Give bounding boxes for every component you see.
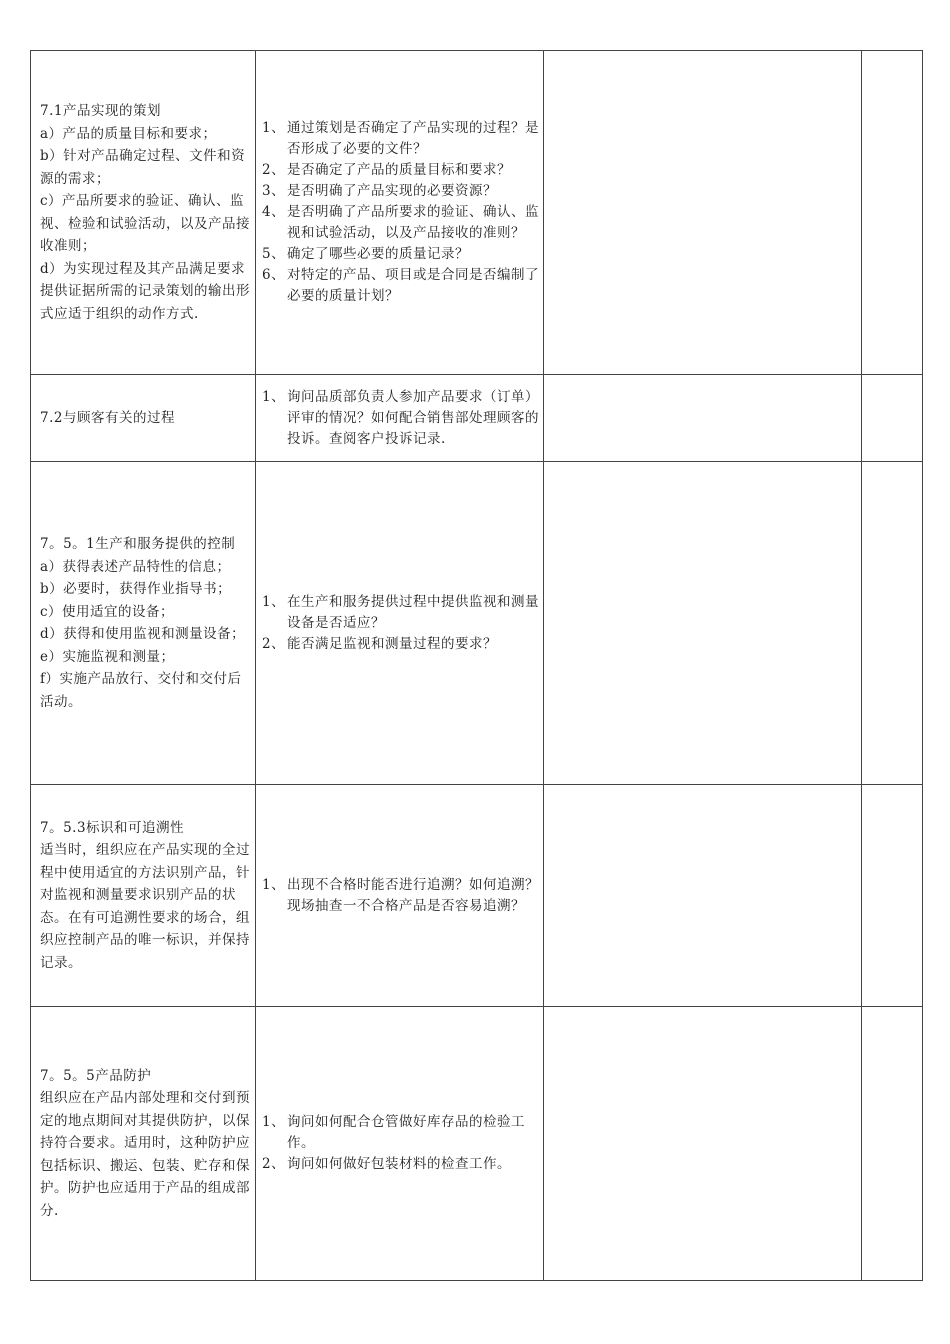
clause-text: d）为实现过程及其产品满足要求提供证据所需的记录策划的输出形式应适于组织的动作方式. bbox=[40, 260, 250, 322]
clause-cell bbox=[31, 462, 256, 785]
table-row bbox=[31, 785, 923, 1007]
clause-text: b）必要时，获得作业指导书； bbox=[40, 581, 232, 597]
question-item: 1、 通过策划是否确定了产品实现的过程？是否形成了必要的文件？ bbox=[262, 120, 539, 157]
clause-text: c）使用适宜的设备； bbox=[40, 603, 175, 620]
question-item: 1、 出现不合格时能否进行追溯？如何追溯？现场抽查一不合格产品是否容易追溯？ bbox=[262, 876, 539, 914]
clause-text: 适当时，组织应在产品实现的全过程中使用适宜的方法识别产品，针对监视和测量要求识别产品的状态。在有可追溯性要求的场合，组织应控制产品的唯一标识，并保持记录。 bbox=[40, 842, 250, 971]
question-item: 1、 询问如何配合仓管做好库存品的检验工作。 bbox=[262, 1114, 525, 1151]
clause-title: 7。5.3标识和可追溯性 bbox=[40, 819, 185, 836]
clause-text: a）获得表述产品特性的信息； bbox=[40, 558, 231, 575]
table-row bbox=[31, 51, 923, 375]
clause-title: 7。5。1生产和服务提供的控制 bbox=[40, 536, 236, 552]
question-cell bbox=[256, 51, 544, 375]
clause-text: d）获得和使用监视和测量设备； bbox=[40, 626, 246, 642]
table-row bbox=[31, 1007, 923, 1281]
question-item: 3、 是否明确了产品实现的必要资源？ bbox=[262, 183, 497, 199]
evidence-cell[interactable] bbox=[544, 51, 862, 375]
clause-text: c）产品所要求的验证、确认、监视、检验和试验活动，以及产品接收准则； bbox=[40, 193, 250, 254]
evidence-cell[interactable] bbox=[544, 375, 862, 462]
question-item: 5、 确定了哪些必要的质量记录？ bbox=[262, 246, 469, 262]
table-row bbox=[31, 375, 923, 462]
question-item: 1、 询问品质部负责人参加产品要求（订单）评审的情况？如何配合销售部处理顾客的投诉。查阅客户投诉记录. bbox=[262, 388, 539, 447]
result-cell[interactable] bbox=[862, 785, 923, 1007]
clause-cell bbox=[31, 1007, 256, 1281]
clause-text: b）针对产品确定过程、文件和资源的需求； bbox=[40, 148, 246, 187]
question-item: 2、 能否满足监视和测量过程的要求？ bbox=[262, 635, 497, 652]
result-cell[interactable] bbox=[862, 375, 923, 462]
result-cell[interactable] bbox=[862, 1007, 923, 1281]
table-row bbox=[31, 462, 923, 785]
clause-text: f）实施产品放行、交付和交付后活动。 bbox=[40, 671, 242, 710]
question-cell bbox=[256, 375, 544, 462]
evidence-cell[interactable] bbox=[544, 1007, 862, 1281]
result-cell[interactable] bbox=[862, 51, 923, 375]
result-cell[interactable] bbox=[862, 462, 923, 785]
clause-cell bbox=[31, 51, 256, 375]
clause-text: e）实施监视和测量； bbox=[40, 648, 175, 665]
clause-title: 7。5。5产品防护 bbox=[40, 1067, 152, 1084]
question-item: 6、 对特定的产品、项目或是合同是否编制了必要的质量计划？ bbox=[262, 267, 539, 304]
question-item: 4、 是否明确了产品所要求的验证、确认、监视和试验活动，以及产品接收的准则？ bbox=[262, 204, 539, 241]
question-cell bbox=[256, 1007, 544, 1281]
clause-title: 7.1产品实现的策划 bbox=[40, 103, 161, 119]
clause-title: 7.2与顾客有关的过程 bbox=[40, 409, 175, 426]
clause-cell bbox=[31, 375, 256, 462]
question-item: 2、 询问如何做好包装材料的检查工作。 bbox=[262, 1156, 511, 1172]
question-cell bbox=[256, 785, 544, 1007]
question-item: 2、 是否确定了产品的质量目标和要求？ bbox=[262, 162, 511, 178]
clause-text: 组织应在产品内部处理和交付到预定的地点期间对其提供防护，以保持符合要求。适用时，这种防护应包括标识、搬运、包装、贮存和保护。防护也应适用于产品的组成部分. bbox=[40, 1090, 250, 1219]
question-cell bbox=[256, 462, 544, 785]
clause-cell bbox=[31, 785, 256, 1007]
evidence-cell[interactable] bbox=[544, 462, 862, 785]
question-item: 1、 在生产和服务提供过程中提供监视和测量设备是否适应？ bbox=[262, 593, 539, 631]
clause-text: a）产品的质量目标和要求； bbox=[40, 125, 217, 142]
audit-checklist-table bbox=[30, 50, 923, 1281]
evidence-cell[interactable] bbox=[544, 785, 862, 1007]
